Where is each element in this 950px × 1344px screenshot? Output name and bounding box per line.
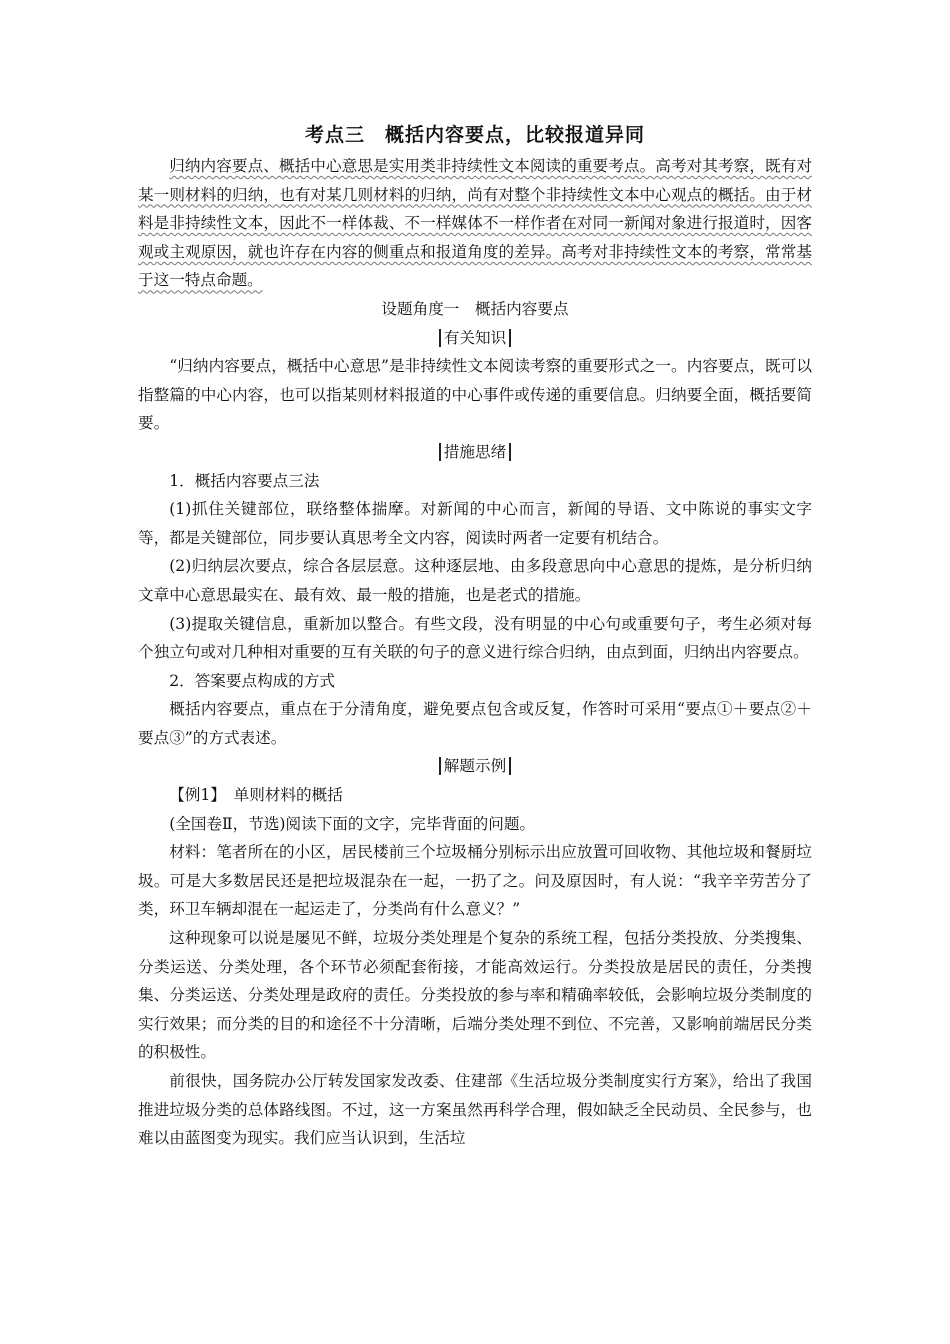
intro-text: 归纳内容要点、概括中心意思是实用类非持续性文本阅读的重要考点。高考对其考察，既有对某一则材料的归纳，也有对某几则材料的归纳，尚有对整个非持续性文本中心观点的概括。由于材料是非持续性文本，因此不一样体裁、不一样媒体不一样作者在对同一新闻对象进行报道时，因客观或主观原因，就也许存在内容的侧重点和报道角度的差异。高考对非持续性文本的考察，常常基于这一特点命题。 bbox=[138, 157, 812, 290]
section-heading: 设题角度一 概括内容要点 bbox=[381, 299, 569, 318]
intro-paragraph bbox=[138, 152, 812, 295]
material-paragraph-3: 前很快，国务院办公厅转发国家发改委、住建部《生活垃圾分类制度实行方案》，给出了我国推进垃圾分类的总体路线图。不过，这一方案虽然再科学合理，假如缺乏全民动员、全民参与，也难以由蓝图变为现实。我们应当认识到，生活垃 bbox=[138, 1072, 812, 1148]
method-2-text: 概括内容要点，重点在于分清角度，避免要点包含或反复，作答时可采用“要点①＋要点②＋要点③”的方式表述。 bbox=[138, 700, 812, 747]
method-1-title: 1．概括内容要点三法 bbox=[169, 471, 320, 490]
method-1-c: (3)提取关键信息，重新加以整合。有些文段，没有明显的中心句或重要句子，考生必须对每个独立句或对几种相对重要的互有关联的句子的意义进行综合归纳，由点到面，归纳出内容要点。 bbox=[138, 614, 812, 662]
example-source: (全国卷Ⅱ，节选)阅读下面的文字，完毕背面的问题。 bbox=[169, 814, 536, 833]
box-heading-knowledge: 有关知识 bbox=[138, 324, 812, 353]
document-page bbox=[138, 118, 812, 1153]
box-heading-example: 解题示例 bbox=[138, 752, 812, 781]
page-title: 考点三 概括内容要点，比较报道异同 bbox=[304, 124, 645, 146]
box-heading-methods: 措施思绪 bbox=[138, 438, 812, 467]
example-label: 【例1】 单则材料的概括 bbox=[169, 786, 343, 805]
material-paragraph-1: 材料：笔者所在的小区，居民楼前三个垃圾桶分别标示出应放置可回收物、其他垃圾和餐厨垃圾。可是大多数居民还是把垃圾混杂在一起，一扔了之。问及原因时，有人说：“我辛辛劳苦分了类，环卫车辆却混在一起运走了，分类尚有什么意义？” bbox=[138, 843, 812, 919]
method-2-title: 2．答案要点构成的方式 bbox=[169, 671, 336, 690]
method-1-a: (1)抓住关键部位，联络整体揣摩。对新闻的中心而言，新闻的导语、文中陈说的事实文字等，都是关键部位，同步要认真思考全文内容，阅读时两者一定要有机结合。 bbox=[138, 500, 812, 547]
knowledge-paragraph: “归纳内容要点，概括中心意思”是非持续性文本阅读考察的重要形式之一。内容要点，既可以指整篇的中心内容，也可以指某则材料报道的中心事件或传递的重要信息。归纳要全面，概括要简要。 bbox=[138, 357, 812, 433]
material-paragraph-2: 这种现象可以说是屡见不鲜，垃圾分类处理是个复杂的系统工程，包括分类投放、分类搜集、分类运送、分类处理，各个环节必须配套衔接，才能高效运行。分类投放是居民的责任，分类搜集、分类运送、分类处理是政府的责任。分类投放的参与率和精确率较低，会影响垃圾分类制度的实行效果；而分类的目的和途径不十分清晰，后端分类处理不到位、不完善，又影响前端居民分类的积极性。 bbox=[138, 929, 812, 1062]
method-1-b: (2)归纳层次要点，综合各层层意。这种逐层地、由多段意思向中心意思的提炼，是分析归纳文章中心意思最实在、最有效、最一般的措施，也是老式的措施。 bbox=[138, 557, 812, 604]
